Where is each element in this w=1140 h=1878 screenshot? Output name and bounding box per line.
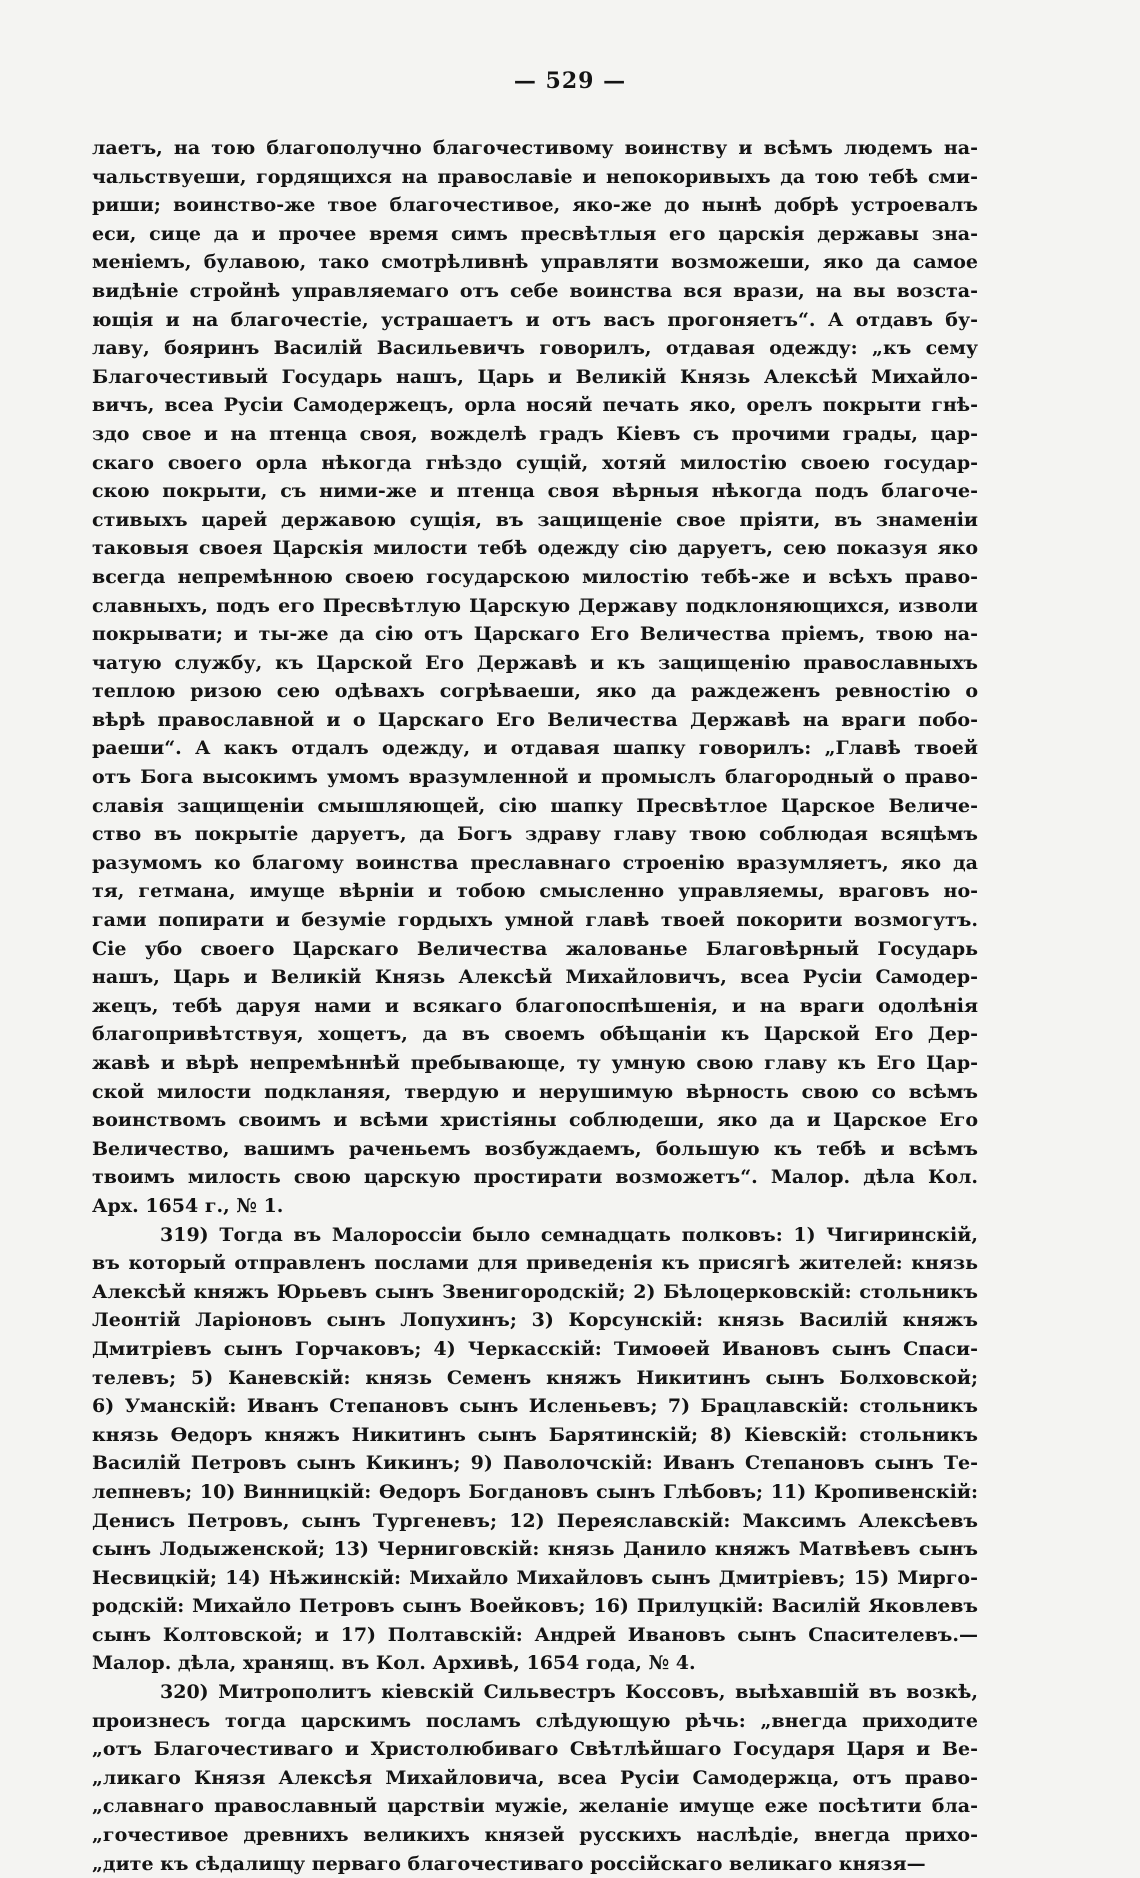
text-line: таковыя своея Царскія милости тебѣ одежду сію даруетъ, сею показуя яко [92,537,978,560]
text-line: произнесъ тогда царскимъ посламъ слѣдующую рѣчь: „внегда приходите [92,1709,978,1732]
text-line: 320) Митрополитъ кіевскій Сильвестръ Коссовъ, выѣхавшій въ возкѣ, [160,1681,978,1704]
text-line: „славнаго православный царствіи мужіе, желаніе имуще еже посѣтити бла- [92,1795,978,1818]
text-line: нашъ, Царь и Великій Князь Алексѣй Михайловичъ, всеа Русіи Самодер- [92,966,978,989]
text-line: ской милости подкланяя, твердую и нерушимую вѣрность свою со всѣмъ [92,1080,978,1103]
text-line: скою покрыти, съ ними-же и птенца своя вѣрныя нѣкогда подъ благоче- [92,480,978,503]
text-line: риши; воинство-же твое благочестивое, яко-же до нынѣ добрѣ устроевалъ [92,194,978,217]
body-text [92,134,978,1878]
text-line: меніемъ, булавою, тако смотрѣливнѣ управляти возможеши, яко да самое [92,251,978,274]
text-line: тя, гетмана, имуще вѣрніи и тобою смысленно управляемы, враговъ но- [92,880,978,903]
text-line: вичъ, всеа Русіи Самодержецъ, орла носяй печать яко, орелъ покрыти гнѣ- [92,394,978,417]
text-line: „гочестивое древнихъ великихъ князей русскихъ наслѣдіе, внегда прихо- [92,1824,978,1847]
text-line: теплою ризою сею одѣвахъ согрѣвaеши, яко да раждеженъ ревностію о [92,680,978,703]
text-line: лаву, бояринъ Василій Васильевичъ говорилъ, отдавая одежду: „къ сему [92,337,978,360]
text-line: скаго своего орла нѣкогда гнѣздо сущій, хотяй милостію своею государ- [92,451,978,474]
text-line: твоимъ милость свою царскую простирати возможетъ“. Малор. дѣла Кол. [92,1166,978,1189]
text-line: „отъ Благочестиваго и Христолюбиваго Свѣтлѣйшаго Государя Царя и Ве- [92,1738,978,1761]
text-line: „дите къ сѣдалищу перваго благочестиваго россійскаго великаго князя— [92,1852,926,1875]
text-line: стивыхъ царей державою сущія, въ защищеніе свое пріяти, въ знаменіи [92,508,978,531]
text-line: Величество, вашимъ раченьемъ возбуждаемъ, большую къ тебѣ и всѣмъ [92,1137,978,1160]
text-line: Несвицкій; 14) Нѣжинскій: Михайло Михайловъ сынъ Дмитріевъ; 15) Мирго- [92,1566,978,1589]
text-line: Сіе убо своего Царскаго Величества жалованье Благовѣрный Государь [92,937,978,960]
text-line: чатую службу, къ Царской Его Державѣ и къ защищенію православныхъ [92,651,978,674]
text-line: князь Ѳедоръ княжъ Никитинъ сынъ Барятинскій; 8) Кіевскій: стольникъ [92,1423,978,1446]
text-line: здо свое и на птенца своя, вожделѣ градъ Кіевъ съ прочими грады, цар- [92,422,978,445]
text-line: Алексѣй княжъ Юрьевъ сынъ Звенигородскій; 2) Бѣлоцерковскій: стольникъ [92,1280,978,1303]
text-line: видѣніе стройнѣ управляемаго отъ себе воинства вся врази, на вы возста- [92,279,978,302]
text-line: благопривѣтствуя, хощетъ, да въ своемъ обѣщаніи къ Царской Его Дер- [92,1023,978,1046]
text-line: родскій: Михайло Петровъ сынъ Воейковъ; 16) Прилуцкій: Василій Яковлевъ [92,1595,978,1618]
text-line: лаетъ, на тою благополучно благочестивому воинству и всѣмъ людемъ на- [92,137,978,159]
text-line: ство въ покрытіе даруетъ, да Богъ здраву главу твою соблюдая всяцѣмъ [92,823,978,846]
text-line: телевъ; 5) Каневскій: князь Семенъ княжъ Никитинъ сынъ Болховской; [92,1366,978,1389]
text-line: Денисъ Петровъ, сынъ Тургеневъ; 12) Переяславскій: Максимъ Алексѣевъ [92,1509,978,1532]
text-line: раеши“. А какъ отдалъ одежду, и отдавая шапку говорилъ: „Главѣ твоей [92,737,978,760]
text-line: отъ Бога высокимъ умомъ вразумленной и промыслъ благородный о право- [92,766,978,789]
text-line: Арх. 1654 г., № 1. [92,1194,284,1217]
text-line: еси, сице да и прочее время симъ пресвѣтлыя его царскія державы зна- [92,222,978,245]
text-line: разумомъ ко благому воинства преславнаго строенію вразумляетъ, яко да [92,851,978,874]
text-line: Василій Петровъ сынъ Кикинъ; 9) Паволочскій: Иванъ Степановъ сынъ Те- [92,1452,978,1475]
text-line: сынъ Лодыженской; 13) Черниговскій: князь Данило княжъ Матвѣевъ сынъ [92,1538,978,1561]
text-line: Дмитріевъ сынъ Горчаковъ; 4) Черкасскій: Тимоѳей Ивановъ сынъ Спаси- [92,1337,978,1360]
text-line: жецъ, тебѣ даруя нами и всякаго благопоспѣшенія, и на враги одолѣнія [92,994,978,1017]
paragraph-320-metropolitan-speech [92,1678,978,1878]
text-line: гами попирати и безуміе гордыхъ умной главѣ твоей покорити возмогутъ. [92,909,978,932]
paragraph-319-regiments [92,1221,978,1679]
text-line: Леонтій Ларіоновъ сынъ Лопухинъ; 3) Корсунскій: князь Василій княжъ [92,1309,978,1332]
text-line: вѣрѣ православной и о Царскаго Его Величества Державѣ на враги побо- [92,708,978,731]
page-number: — 529 — [513,68,627,94]
text-line: лепневъ; 10) Винницкій: Ѳедоръ Богдановъ сынъ Глѣбовъ; 11) Кропивенскій: [92,1480,978,1503]
text-line: 6) Уманскій: Иванъ Степановъ сынъ Исленьевъ; 7) Брацлавскій: стольникъ [92,1395,978,1418]
text-line: жавѣ и вѣрѣ непремѣннѣй пребывающе, ту умную свою главу къ Его Цар- [92,1052,978,1074]
text-line: „ликаго Князя Алексѣя Михайловича, всеа Русіи Самодержца, отъ право- [92,1766,978,1789]
text-line: славныхъ, подъ его Пресвѣтлую Царскую Державу подклоняющихся, изволи [92,594,978,617]
text-line: воинствомъ своимъ и всѣми христіяны соблюдеши, яко да и Царское Его [92,1109,978,1132]
text-line: Малор. дѣла, хранящ. въ Кол. Архивѣ, 1654 года, № 4. [92,1652,696,1675]
text-line: славія защищеніи смышляющей, сію шапку Пресвѣтлое Царское Величе- [92,794,978,817]
text-line: сынъ Колтовской; и 17) Полтавскій: Андрей Ивановъ сынъ Спасителевъ.— [92,1623,978,1646]
text-line: покрывати; и ты-же да сію отъ Царскаго Его Величества пріемъ, твою на- [92,623,978,646]
text-line: всегда непремѣнною своею государскою милостію тебѣ-же и всѣхъ право- [92,565,978,588]
text-line: въ который отправленъ послами для приведенія къ присягѣ жителей: князь [92,1252,978,1275]
text-line: 319) Тогда въ Малороссіи было семнадцать полковъ: 1) Чигиринскій, [160,1223,978,1246]
paragraph-speech-continuation [92,134,978,1221]
text-line: ющія и на благочестіе, устрашаетъ и отъ васъ прогоняетъ“. А отдавъ бу- [92,308,978,331]
text-line: Благочестивый Государь нашъ, Царь и Великій Князь Алексѣй Михайло- [92,365,978,388]
text-line: чальствуеши, гордящихся на православіе и непокоривыхъ да тою тебѣ сми- [92,165,978,188]
